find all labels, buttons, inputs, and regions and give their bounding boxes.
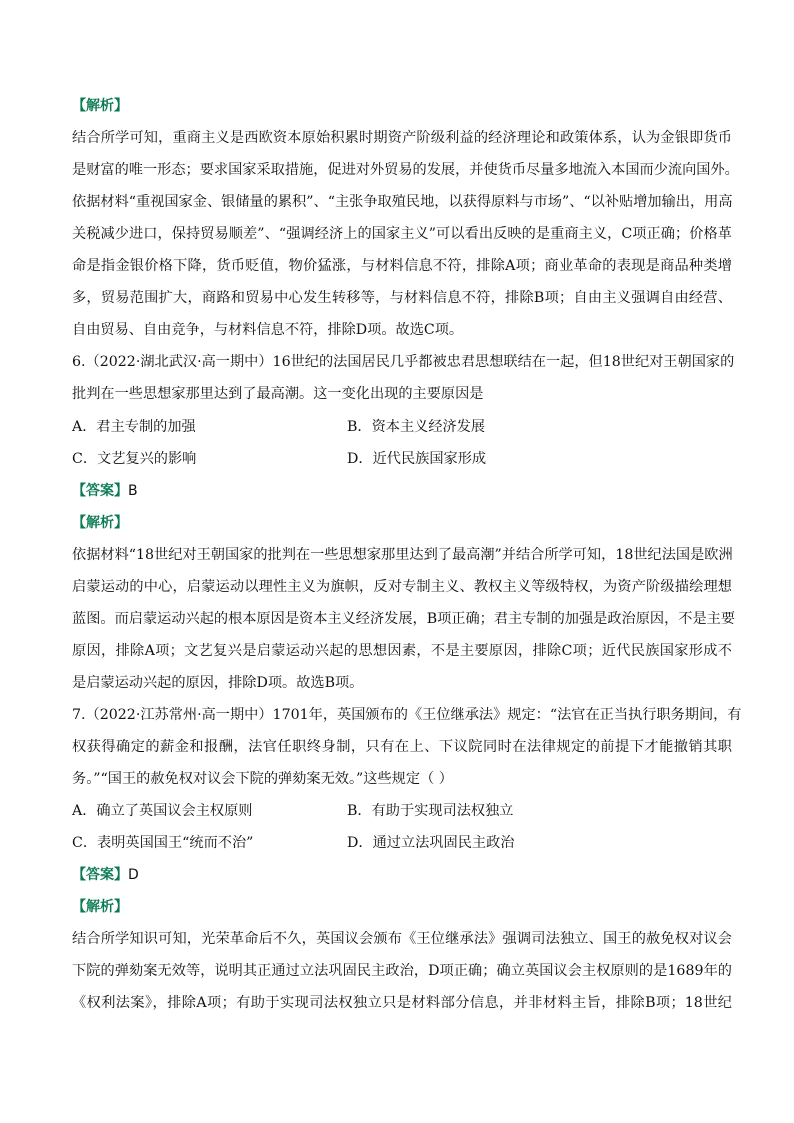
answer-value: B [128,483,138,499]
question-stem: 6.（2022·湖北武汉·高一期中）16世纪的法国居民几乎都被忠君思想联结在一起，但18世纪对王朝国家的 [72,354,735,370]
option-d[interactable]: D．通过立法巩固民主政治 [347,835,515,851]
option-row [72,833,732,853]
analysis-line: 启蒙运动的中心，启蒙运动以理性主义为旗帜，反对专制主义、教权主义等级特权，为资产阶级描绘理想 [72,579,732,595]
question-stem: 权获得确定的薪金和报酬，法官任职终身制，只有在上、下议院同时在法律规定的前提下才能撤销其职 [72,739,732,755]
analysis-line: 结合所学知识可知，光荣革命后不久，英国议会颁布《王位继承法》强调司法独立、国王的赦免权对议会 [72,931,732,947]
option-row [72,417,732,437]
question-stem: 批判在一些思想家那里达到了最高潮。这一变化出现的主要原因是 [72,386,484,402]
option-a[interactable]: A．君主专制的加强 [72,419,196,435]
answer-line [72,865,139,885]
analysis-line: 是财富的唯一形态；要求国家采取措施，促进对外贸易的发展，并使货币尽量多地流入本国而少流向国外。 [72,162,739,178]
analysis-heading: 【解析】 [72,515,128,531]
option-a[interactable]: A．确立了英国议会主权原则 [72,803,253,819]
answer-value: D [128,867,139,883]
analysis-line: 《权利法案》，排除A项；有助于实现司法权独立只是材料部分信息，并非材料主旨，排除B项；18世纪 [72,995,732,1011]
analysis-line: 多，贸易范围扩大，商路和贸易中心发生转移等，与材料信息不符，排除B项；自由主义强调自由经营、 [72,290,732,306]
analysis-line: 依据材料“18世纪对王朝国家的批判在一些思想家那里达到了最高潮”并结合所学可知，18世纪法国是欧洲 [72,547,733,563]
question-stem: 务。”“国王的赦免权对议会下院的弹劾案无效。”这些规定（ ） [72,771,453,787]
answer-heading: 【答案】 [72,867,128,883]
analysis-heading: 【解析】 [72,98,128,114]
analysis-line: 是启蒙运动兴起的原因，排除D项。故选B项。 [72,675,364,691]
option-c[interactable]: C．表明英国国王“统而不治” [72,835,254,851]
option-row [72,449,732,469]
analysis-line: 命是指金银价格下降，货币贬值，物价猛涨，与材料信息不符，排除A项；商业革命的表现是商品种类增 [72,258,732,274]
option-b[interactable]: B．有助于实现司法权独立 [347,803,514,819]
option-row [72,801,732,821]
option-d[interactable]: D．近代民族国家形成 [347,451,487,467]
question-stem: 7.（2022·江苏常州·高一期中）1701年，英国颁布的《王位继承法》规定：“法官在正当执行职务期间，有 [72,707,742,723]
analysis-line: 结合所学可知，重商主义是西欧资本原始积累时期资产阶级利益的经济理论和政策体系，认为金银即货币 [72,130,732,146]
analysis-line: 关税减少进口，保持贸易顺差”、“强调经济上的国家主义”可以看出反映的是重商主义，C项正确；价格革 [72,226,732,242]
analysis-line: 自由贸易、自由竞争，与材料信息不符，排除D项。故选C项。 [72,322,464,338]
analysis-line: 依据材料“重视国家金、银储量的累积”、“主张争取殖民地，以获得原料与市场”、“以补贴增加输出，用高 [72,194,733,210]
option-b[interactable]: B．资本主义经济发展 [347,419,486,435]
analysis-line: 下院的弹劾案无效等，说明其正通过立法巩固民主政治，D项正确；确立英国议会主权原则的是1689年的 [72,963,732,979]
analysis-line: 蓝图。而启蒙运动兴起的根本原因是资本主义经济发展，B项正确；君主专制的加强是政治原因，不是主要 [72,611,736,627]
option-c[interactable]: C．文艺复兴的影响 [72,451,197,467]
answer-heading: 【答案】 [72,483,128,499]
answer-line [72,481,138,501]
analysis-heading: 【解析】 [72,899,128,915]
analysis-line: 原因，排除A项；文艺复兴是启蒙运动兴起的思想因素，不是主要原因，排除C项；近代民族国家形成不 [72,643,732,659]
